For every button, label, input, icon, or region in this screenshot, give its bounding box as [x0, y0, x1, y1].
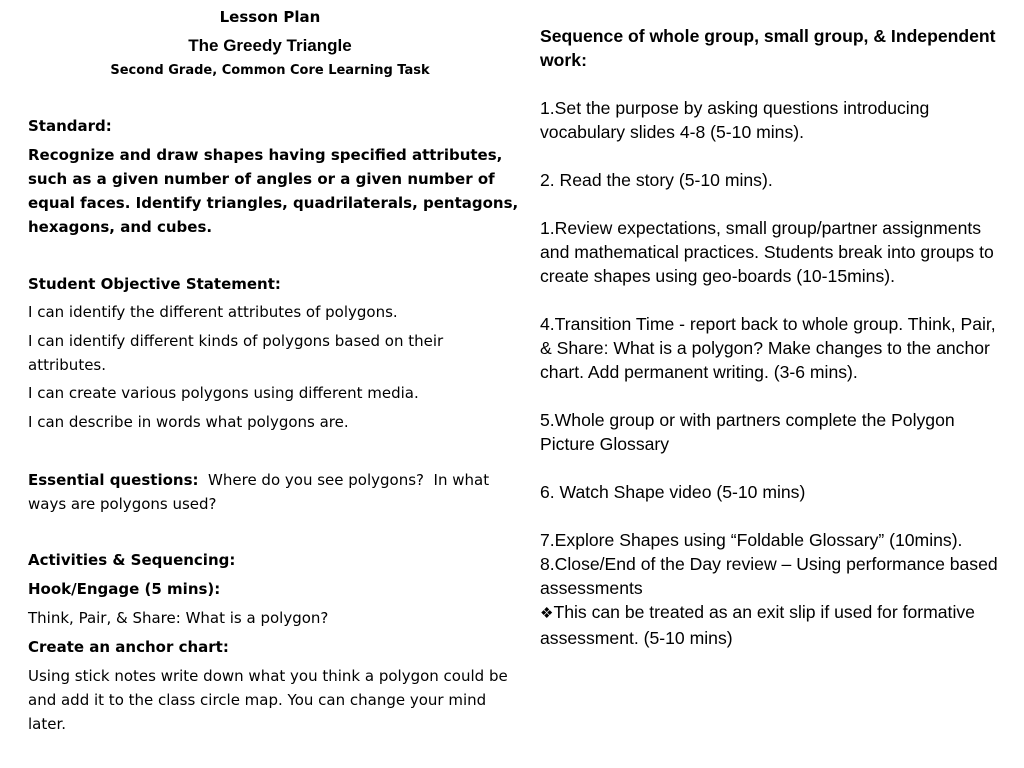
objective-item: I can identify different kinds of polygons based on their attributes. — [28, 332, 444, 374]
anchor-label: Create an anchor chart: — [28, 638, 229, 656]
essential-questions — [28, 468, 520, 516]
step-6: 6. Watch Shape video (5-10 mins) — [540, 482, 806, 502]
lesson-plan-heading: Lesson Plan — [219, 8, 321, 26]
step-8: 8.Close/End of the Day review – Using performance based assessments — [540, 554, 998, 598]
objective-item: I can identify the different attributes of polygons. — [28, 303, 398, 321]
hook-text: Think, Pair, & Share: What is a polygon? — [28, 609, 329, 627]
essential-text: Where do you see polygons? In what ways are polygons used? — [28, 471, 494, 513]
hook-label: Hook/Engage (5 mins): — [28, 580, 221, 598]
lesson-title: The Greedy Triangle — [188, 36, 352, 55]
step-4: 4.Transition Time - report back to whole group. Think, Pair, & Share: What is a polygon? Make changes to the anchor chart. Add permanent writing. (3-6 mins). — [540, 314, 996, 382]
bullet-item — [540, 600, 1010, 650]
step-5: 5.Whole group or with partners complete the Polygon Picture Glossary — [540, 410, 955, 454]
sequence-title: Sequence of whole group, small group, & Independent work: — [540, 26, 996, 70]
diamond-bullet-icon: ❖ — [540, 605, 554, 622]
essential-label: Essential questions: — [28, 471, 199, 489]
lesson-subtitle: Second Grade, Common Core Learning Task — [110, 63, 430, 78]
objective-label: Student Objective Statement: — [28, 275, 281, 293]
anchor-text: Using stick notes write down what you think a polygon could be and add it to the class circle map. You can change your mind later. — [28, 667, 508, 733]
standard-text: Recognize and draw shapes having specified attributes, such as a given number of angles or a given number of equal faces. Identify triangles, quadrilaterals, pentagons, hexagons, and cubes. — [28, 146, 519, 236]
right-column — [540, 24, 1010, 650]
activities-label: Activities & Sequencing: — [28, 551, 236, 569]
standard-label: Standard: — [28, 117, 112, 135]
step-3: 1.Review expectations, small group/partner assignments and mathematical practices. Students break into groups to create shapes using geo-boards (10-15mins). — [540, 218, 994, 286]
step-7: 7.Explore Shapes using “Foldable Glossary” (10mins). — [540, 530, 963, 550]
step-1: 1.Set the purpose by asking questions introducing vocabulary slides 4-8 (5-10 mins). — [540, 98, 930, 142]
objective-item: I can describe in words what polygons are. — [28, 413, 349, 431]
step-2: 2. Read the story (5-10 mins). — [540, 170, 773, 190]
objective-item: I can create various polygons using different media. — [28, 384, 419, 402]
bullet-text: This can be treated as an exit slip if used for formative assessment. (5-10 mins) — [540, 602, 975, 648]
